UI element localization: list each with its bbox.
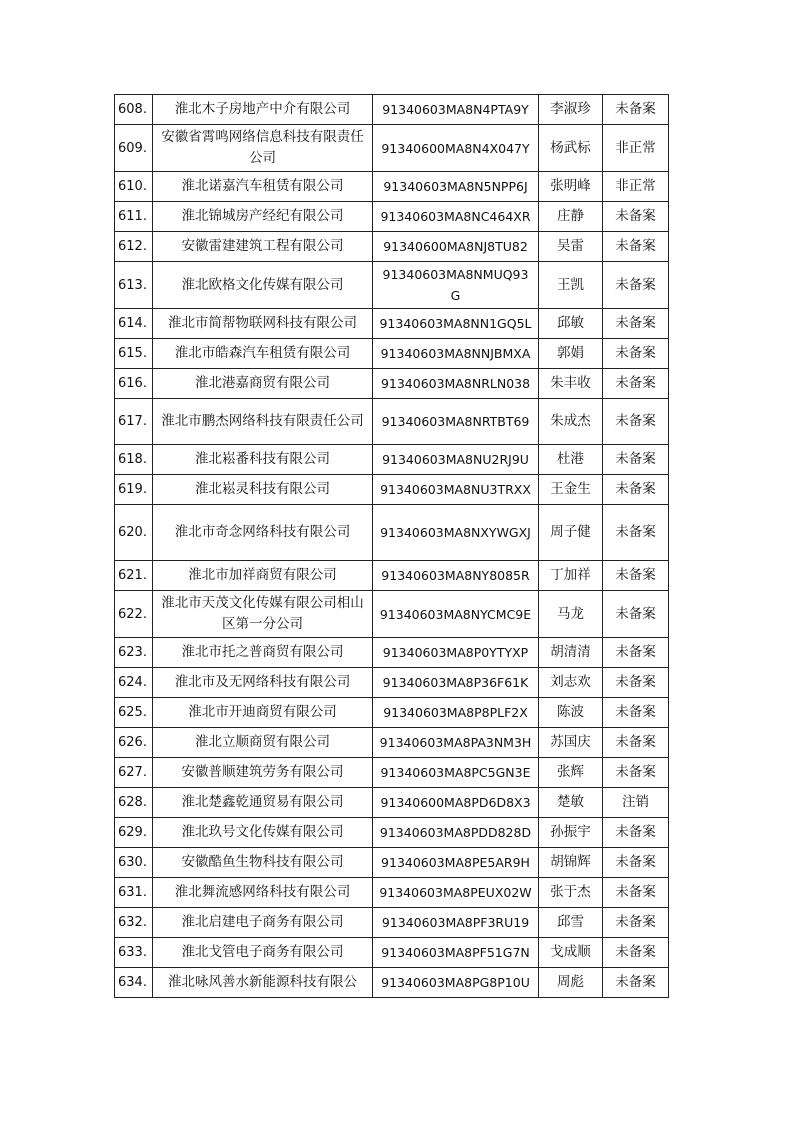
legal-representative: 庄静 (539, 202, 603, 232)
company-name: 淮北启建电子商务有限公司 (153, 908, 373, 938)
row-number: 630. (115, 848, 153, 878)
table-row (115, 638, 669, 668)
status-cell: 未备案 (603, 878, 669, 908)
table-row (115, 788, 669, 818)
credit-code: 91340603MA8NN1GQ5L (373, 309, 539, 339)
credit-code: 91340603MA8N5NPP6J (373, 172, 539, 202)
table-row (115, 908, 669, 938)
company-name: 淮北戈管电子商务有限公司 (153, 938, 373, 968)
row-number: 610. (115, 172, 153, 202)
company-name: 淮北崧番科技有限公司 (153, 445, 373, 475)
legal-representative: 胡清清 (539, 638, 603, 668)
company-name: 淮北市天茂文化传媒有限公司相山区第一分公司 (153, 591, 373, 638)
legal-representative: 苏国庆 (539, 728, 603, 758)
row-number: 614. (115, 309, 153, 339)
status-cell: 未备案 (603, 475, 669, 505)
legal-representative: 杨武标 (539, 125, 603, 172)
legal-representative: 邱敏 (539, 309, 603, 339)
credit-code: 91340603MA8NRLN038 (373, 369, 539, 399)
legal-representative: 胡锦辉 (539, 848, 603, 878)
company-name: 淮北市奇念网络科技有限公司 (153, 505, 373, 561)
legal-representative: 李淑珍 (539, 95, 603, 125)
table-row (115, 232, 669, 262)
credit-code: 91340603MA8PA3NM3H (373, 728, 539, 758)
company-name: 淮北市鹏杰网络科技有限责任公司 (153, 399, 373, 445)
table-row (115, 125, 669, 172)
table-row (115, 878, 669, 908)
legal-representative: 马龙 (539, 591, 603, 638)
row-number: 620. (115, 505, 153, 561)
table-body (115, 95, 669, 998)
status-cell: 未备案 (603, 561, 669, 591)
table-row (115, 95, 669, 125)
legal-representative: 邱雪 (539, 908, 603, 938)
legal-representative: 戈成顺 (539, 938, 603, 968)
status-cell: 未备案 (603, 369, 669, 399)
company-name: 淮北崧灵科技有限公司 (153, 475, 373, 505)
table-row (115, 399, 669, 445)
status-cell: 未备案 (603, 505, 669, 561)
legal-representative: 吴雷 (539, 232, 603, 262)
credit-code: 91340603MA8P0YTYXP (373, 638, 539, 668)
row-number: 616. (115, 369, 153, 399)
company-name: 淮北楚鑫乾通贸易有限公司 (153, 788, 373, 818)
company-name: 安徽普顺建筑劳务有限公司 (153, 758, 373, 788)
status-cell: 未备案 (603, 95, 669, 125)
credit-code: 91340603MA8PE5AR9H (373, 848, 539, 878)
legal-representative: 杜港 (539, 445, 603, 475)
table-row (115, 475, 669, 505)
table-row (115, 445, 669, 475)
credit-code: 91340603MA8P36F61K (373, 668, 539, 698)
row-number: 627. (115, 758, 153, 788)
credit-code: 91340603MA8PF3RU19 (373, 908, 539, 938)
company-name: 淮北木子房地产中介有限公司 (153, 95, 373, 125)
row-number: 615. (115, 339, 153, 369)
credit-code: 91340603MA8NU3TRXX (373, 475, 539, 505)
credit-code: 91340603MA8NY8085R (373, 561, 539, 591)
status-cell: 未备案 (603, 968, 669, 998)
status-cell: 未备案 (603, 262, 669, 309)
status-cell: 未备案 (603, 668, 669, 698)
row-number: 623. (115, 638, 153, 668)
credit-code: 91340603MA8NU2RJ9U (373, 445, 539, 475)
legal-representative: 孙振宇 (539, 818, 603, 848)
status-cell: 未备案 (603, 202, 669, 232)
table-row (115, 758, 669, 788)
row-number: 626. (115, 728, 153, 758)
row-number: 621. (115, 561, 153, 591)
legal-representative: 周子健 (539, 505, 603, 561)
status-cell: 未备案 (603, 399, 669, 445)
table-row (115, 591, 669, 638)
company-name: 安徽酷鱼生物科技有限公司 (153, 848, 373, 878)
table-row (115, 309, 669, 339)
row-number: 613. (115, 262, 153, 309)
table-row (115, 668, 669, 698)
legal-representative: 朱成杰 (539, 399, 603, 445)
status-cell: 未备案 (603, 309, 669, 339)
company-name: 淮北港嘉商贸有限公司 (153, 369, 373, 399)
credit-code: 91340603MA8NYCMC9E (373, 591, 539, 638)
status-cell: 未备案 (603, 728, 669, 758)
table-row (115, 968, 669, 998)
company-name: 淮北咏风善水新能源科技有限公 (153, 968, 373, 998)
row-number: 625. (115, 698, 153, 728)
status-cell: 未备案 (603, 638, 669, 668)
row-number: 628. (115, 788, 153, 818)
credit-code: 91340603MA8PEUX02W (373, 878, 539, 908)
credit-code: 91340603MA8N4PTA9Y (373, 95, 539, 125)
table-row (115, 262, 669, 309)
row-number: 617. (115, 399, 153, 445)
company-name: 淮北市皓森汽车租赁有限公司 (153, 339, 373, 369)
status-cell: 未备案 (603, 818, 669, 848)
row-number: 624. (115, 668, 153, 698)
legal-representative: 郭娟 (539, 339, 603, 369)
status-cell: 未备案 (603, 445, 669, 475)
legal-representative: 陈波 (539, 698, 603, 728)
status-cell: 注销 (603, 788, 669, 818)
legal-representative: 张于杰 (539, 878, 603, 908)
table-row (115, 938, 669, 968)
credit-code: 91340603MA8PF51G7N (373, 938, 539, 968)
credit-code: 91340603MA8NXYWGXJ (373, 505, 539, 561)
row-number: 633. (115, 938, 153, 968)
status-cell: 未备案 (603, 232, 669, 262)
company-name: 淮北玖号文化传媒有限公司 (153, 818, 373, 848)
row-number: 612. (115, 232, 153, 262)
row-number: 618. (115, 445, 153, 475)
credit-code: 91340603MA8NRTBT69 (373, 399, 539, 445)
status-cell: 未备案 (603, 339, 669, 369)
credit-code: 91340603MA8PDD828D (373, 818, 539, 848)
credit-code: 91340600MA8PD6D8X3 (373, 788, 539, 818)
row-number: 622. (115, 591, 153, 638)
legal-representative: 丁加祥 (539, 561, 603, 591)
company-name: 淮北锦城房产经纪有限公司 (153, 202, 373, 232)
company-name: 淮北欧格文化传媒有限公司 (153, 262, 373, 309)
legal-representative: 王金生 (539, 475, 603, 505)
row-number: 619. (115, 475, 153, 505)
credit-code: 91340603MA8PG8P10U (373, 968, 539, 998)
credit-code: 91340603MA8NNJBMXA (373, 339, 539, 369)
legal-representative: 朱丰收 (539, 369, 603, 399)
status-cell: 未备案 (603, 938, 669, 968)
row-number: 634. (115, 968, 153, 998)
status-cell: 未备案 (603, 698, 669, 728)
credit-code: 91340603MA8NMUQ93G (373, 262, 539, 309)
row-number: 632. (115, 908, 153, 938)
table-row (115, 698, 669, 728)
company-name: 安徽省霄鸣网络信息科技有限责任公司 (153, 125, 373, 172)
status-cell: 未备案 (603, 908, 669, 938)
legal-representative: 楚敏 (539, 788, 603, 818)
row-number: 631. (115, 878, 153, 908)
table-row (115, 339, 669, 369)
company-name: 淮北市加祥商贸有限公司 (153, 561, 373, 591)
company-name: 淮北市托之普商贸有限公司 (153, 638, 373, 668)
credit-code: 91340603MA8P8PLF2X (373, 698, 539, 728)
legal-representative: 王凯 (539, 262, 603, 309)
table-row (115, 505, 669, 561)
legal-representative: 张辉 (539, 758, 603, 788)
table-row (115, 728, 669, 758)
company-name: 淮北立顺商贸有限公司 (153, 728, 373, 758)
credit-code: 91340603MA8NC464XR (373, 202, 539, 232)
company-name: 淮北市简帮物联网科技有限公司 (153, 309, 373, 339)
legal-representative: 张明峰 (539, 172, 603, 202)
credit-code: 91340600MA8NJ8TU82 (373, 232, 539, 262)
credit-code: 91340603MA8PC5GN3E (373, 758, 539, 788)
table-row (115, 172, 669, 202)
company-name: 淮北市及无网络科技有限公司 (153, 668, 373, 698)
row-number: 609. (115, 125, 153, 172)
legal-representative: 周彪 (539, 968, 603, 998)
status-cell: 未备案 (603, 591, 669, 638)
company-name: 淮北市开迪商贸有限公司 (153, 698, 373, 728)
company-name: 淮北舞流感网络科技有限公司 (153, 878, 373, 908)
row-number: 629. (115, 818, 153, 848)
credit-code: 91340600MA8N4X047Y (373, 125, 539, 172)
status-cell: 非正常 (603, 125, 669, 172)
company-name: 安徽雷建建筑工程有限公司 (153, 232, 373, 262)
company-name: 淮北诺嘉汽车租赁有限公司 (153, 172, 373, 202)
table-row (115, 818, 669, 848)
row-number: 608. (115, 95, 153, 125)
status-cell: 未备案 (603, 848, 669, 878)
company-table (114, 94, 669, 998)
status-cell: 未备案 (603, 758, 669, 788)
row-number: 611. (115, 202, 153, 232)
table-row (115, 369, 669, 399)
table-row (115, 202, 669, 232)
table-row (115, 561, 669, 591)
legal-representative: 刘志欢 (539, 668, 603, 698)
status-cell: 非正常 (603, 172, 669, 202)
table-row (115, 848, 669, 878)
